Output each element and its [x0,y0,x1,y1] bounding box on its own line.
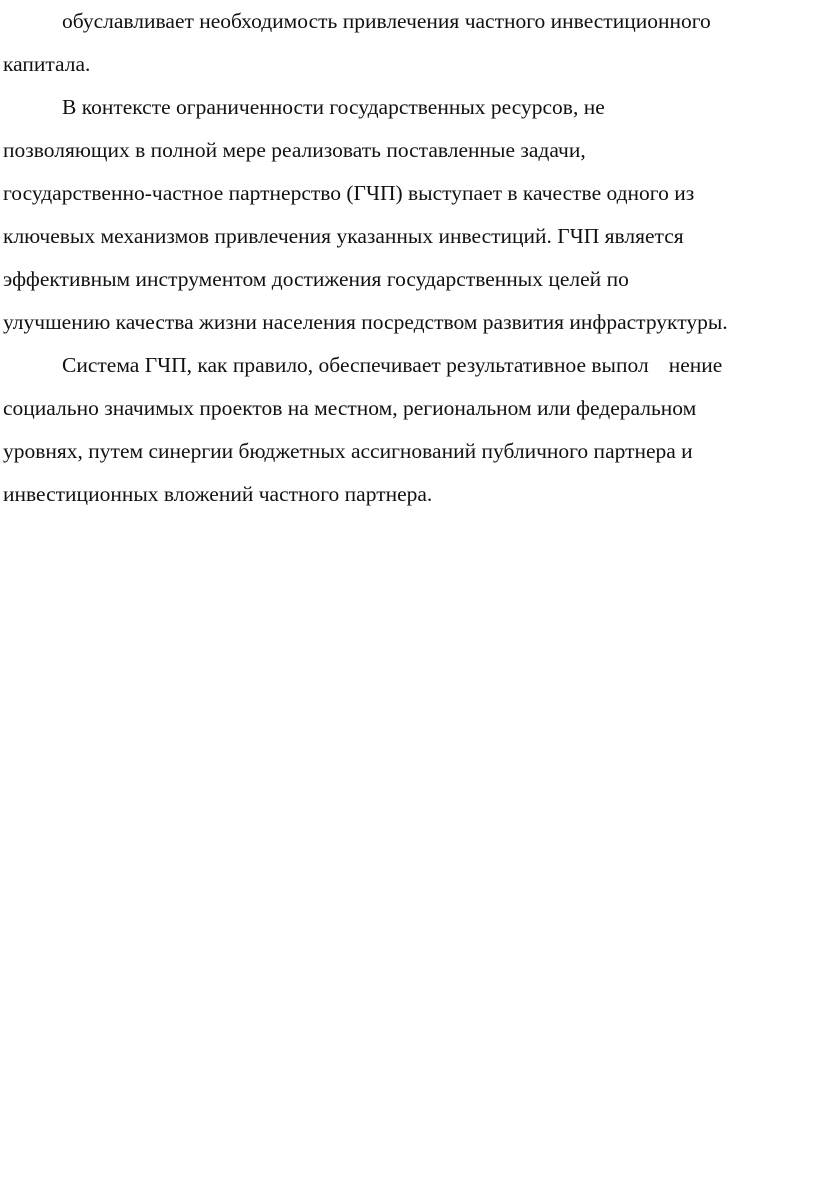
text-fragment: нение [668,353,723,377]
text-line: капитала. [3,52,91,76]
paragraph-1 [3,0,816,86]
text-line: улучшению качества жизни населения посредством развития инфраструктуры. [3,310,728,334]
paragraph-3 [3,344,816,516]
text-line: позволяющих в полной мере реализовать поставленные задачи, [3,138,586,162]
text-line: инвестиционных вложений частного партнера. [3,482,433,506]
paragraph-2 [3,86,816,344]
text-line: ключевых механизмов привлечения указанных инвестиций. ГЧП является [3,224,684,248]
text-line: социально значимых проектов на местном, региональном или федеральном [3,396,697,420]
text-fragment: Система ГЧП, как правило, обеспечивает результативное выпол [62,353,649,377]
text-line: государственно-частное партнерство (ГЧП) выступает в качестве одного из [3,181,695,205]
text-line-split [3,344,816,387]
text-line: уровнях, путем синергии бюджетных ассигнований публичного партнера и [3,439,693,463]
document-body [3,0,816,516]
text-line: обуславливает необходимость привлечения частного инвестиционного [62,9,711,33]
text-line: В контексте ограниченности государственных ресурсов, не [62,95,605,119]
text-line: эффективным инструментом достижения государственных целей по [3,267,629,291]
